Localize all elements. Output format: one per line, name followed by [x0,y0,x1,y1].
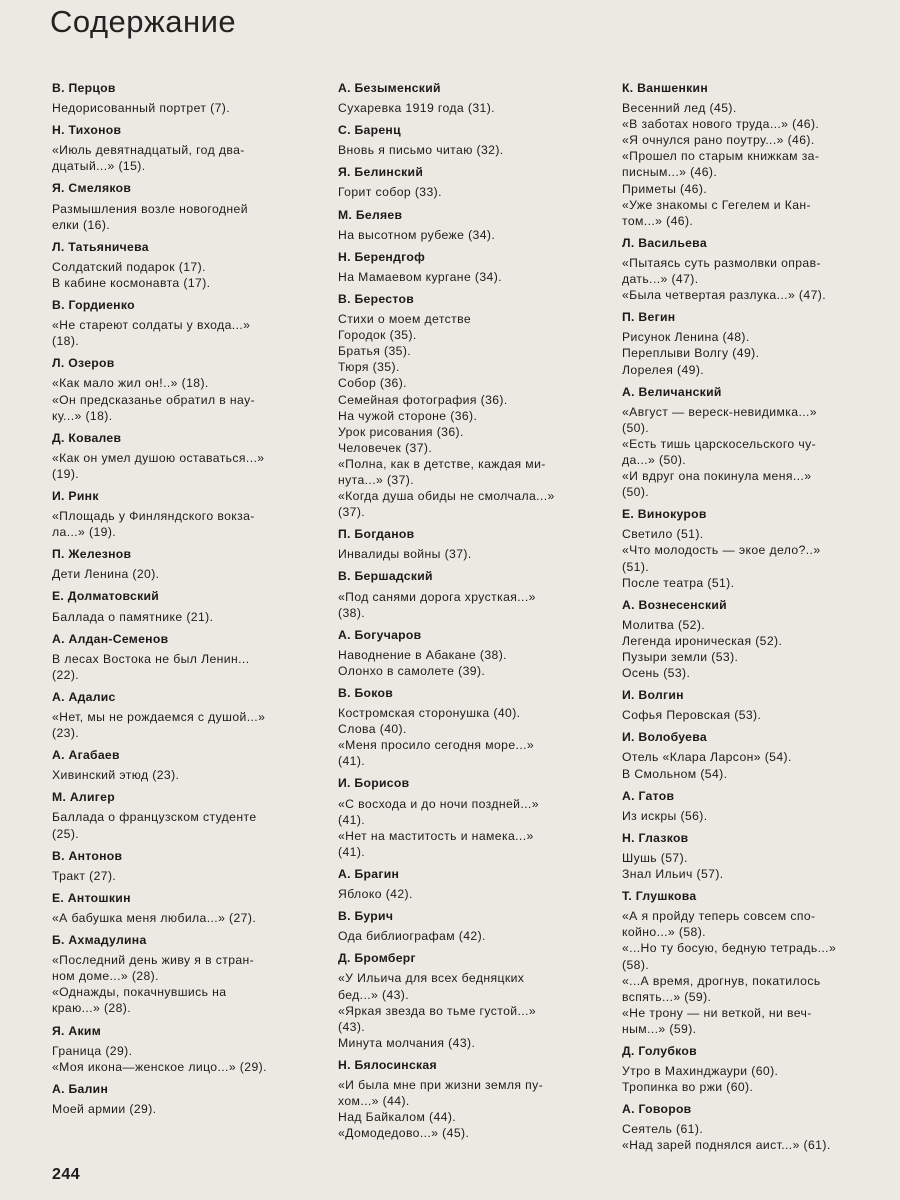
work-line: Урок рисования (36). [338,424,464,439]
toc-entry [52,890,314,926]
work-line: Горит собор (33). [338,185,442,200]
work-line: (22). [52,667,80,682]
toc-column-3 [622,80,878,1160]
author-name: П. Вегин [622,310,676,325]
work-line: хом...» (44). [338,1094,410,1109]
work-line: бед...» (43). [338,987,410,1002]
toc-entry [52,546,314,582]
author-name: Н. Глазков [622,830,689,845]
work-line: «Как он умел душою оставаться...» [52,450,265,465]
work-line: (25). [52,826,80,841]
author-name: В. Гордиенко [52,298,135,313]
work-line: Легенда ироническая (52). [622,633,783,648]
toc-entry [338,568,600,620]
work-line: Тракт (27). [52,868,117,883]
toc-entry [338,866,600,902]
toc-entry [52,1023,314,1075]
author-name: Н. Бялосинская [338,1057,437,1072]
author-name: А. Безыменский [338,81,441,95]
work-line: В Смольном (54). [622,766,728,781]
author-name: А. Балин [52,1081,109,1096]
work-line: Сеятель (61). [622,1122,704,1137]
author-name: В. Берестов [338,291,414,306]
author-name: И. Борисов [338,776,410,791]
page-number: 244 [52,1166,81,1183]
author-name: Е. Долматовский [52,589,160,604]
work-line: Баллада о французском студенте [52,810,257,825]
work-line: «Прошел по старым книжкам за- [622,149,820,164]
work-line: Яблоко (42). [338,887,413,902]
work-line: «Июль девятнадцатый, год два- [52,143,245,158]
work-line: (41). [338,844,366,859]
toc-column-1 [52,80,314,1123]
work-line: Пузыри земли (53). [622,650,739,664]
toc-entry [622,506,878,590]
toc-entry [338,122,600,158]
work-line: «И вдруг она покинула меня...» [622,469,812,484]
work-line: «Что молодость — экое дело?..» [622,543,821,558]
work-line: «...А время, дрогнув, покатилось [622,973,821,988]
work-line: Собор (36). [338,376,407,391]
work-line: (50). [622,420,650,435]
toc-entry [52,689,314,741]
work-line: (43). [338,1019,366,1034]
work-line: дцатый...» (15). [52,159,146,174]
toc-entry [52,848,314,884]
work-line: «Когда душа обиды не смолчала...» [338,489,555,504]
work-line: «А бабушка меня любила...» (27). [52,910,257,925]
work-line: Баллада о памятнике (21). [52,609,214,624]
work-line: «Яркая звезда во тьме густой...» [338,1003,536,1018]
work-line: Весенний лед (45). [622,101,737,116]
work-line: «Не стареют солдаты у входа...» [52,318,251,333]
work-line: (37). [338,505,366,520]
author-name: Л. Озеров [52,356,115,371]
work-line: Лорелея (49). [622,362,705,377]
work-line: «Полна, как в детстве, каждая ми- [338,456,546,471]
work-line: (50). [622,485,650,500]
work-line: Светило (51). [622,527,704,542]
author-name: К. Ваншенкин [622,81,709,95]
toc-entry [622,788,878,824]
work-line: Вновь я письмо читаю (32). [338,143,504,158]
toc-entry [52,430,314,482]
work-line: Наводнение в Абакане (38). [338,647,507,662]
author-name: И. Волобуева [622,730,707,745]
work-line: «Я очнулся рано поутру...» (46). [622,133,815,148]
work-line: «Есть тишь царскосельского чу- [622,436,817,451]
toc-entry [622,309,878,377]
work-line: Семейная фотография (36). [338,392,508,407]
author-name: А. Гатов [622,788,675,803]
work-line: В кабине космонавта (17). [52,275,211,290]
work-line: Слова (40). [338,722,407,737]
work-line: «Уже знакомы с Гегелем и Кан- [622,197,812,212]
work-line: Недорисованный портрет (7). [52,101,230,116]
author-name: М. Беляев [338,207,403,222]
work-line: Из искры (56). [622,808,708,823]
work-line: «Нет, мы не рождаемся с душой...» [52,710,266,724]
author-name: П. Богданов [338,527,415,542]
toc-entry [338,80,600,116]
toc-entry [622,687,878,723]
toc-entry [52,355,314,423]
toc-entry [52,789,314,841]
work-line: «Площадь у Финляндского вокза- [52,509,255,524]
author-name: А. Богучаров [338,627,422,642]
toc-entry [52,488,314,540]
toc-entry [622,597,878,681]
toc-entry [338,908,600,944]
work-line: Размышления возле новогодней [52,201,248,216]
work-line: «Как мало жил он!..» (18). [52,376,209,391]
toc-entry [338,164,600,200]
work-line: ла...» (19). [52,525,117,540]
work-line: вспять...» (59). [622,989,712,1004]
work-line: (18). [52,334,80,349]
work-line: «Он предсказанье обратил в нау- [52,392,256,407]
author-name: В. Бершадский [338,569,433,584]
work-line: На чужой стороне (36). [338,408,478,423]
work-line: «И была мне при жизни земля пу- [338,1077,544,1092]
toc-entry [52,932,314,1016]
toc-entry [622,830,878,882]
toc-entry [338,207,600,243]
author-name: Д. Бромберг [338,951,416,966]
toc-entry [52,297,314,349]
author-name: А. Величанский [622,384,722,399]
toc-entry [52,80,314,116]
work-line: Тюря (35). [338,360,400,375]
author-name: С. Баренц [338,123,401,138]
work-line: Городок (35). [338,328,417,343]
author-name: Е. Антошкин [52,890,131,905]
toc-entry [622,80,878,229]
work-line: писным...» (46). [622,165,718,180]
work-line: Шушь (57). [622,850,688,865]
toc-entry [52,747,314,783]
work-line: дать...» (47). [622,272,699,287]
author-name: Д. Голубков [622,1043,697,1058]
work-line: (51). [622,559,650,574]
work-line: «...Но ту босую, бедную тетрадь...» [622,941,837,956]
work-line: «Моя икона—женское лицо...» (29). [52,1059,267,1074]
work-line: Хивинский этюд (23). [52,768,180,783]
author-name: Н. Тихонов [52,123,122,138]
work-line: Тропинка во ржи (60). [622,1080,754,1095]
author-name: А. Адалис [52,689,116,704]
work-line: Софья Перовская (53). [622,708,762,723]
work-line: Моей армии (29). [52,1101,157,1116]
toc-entry [338,685,600,769]
work-line: «Домодедово...» (45). [338,1126,470,1141]
toc-entry [338,950,600,1051]
work-line: Граница (29). [52,1043,133,1058]
author-name: И. Волгин [622,688,684,703]
author-name: Д. Ковалев [52,430,122,445]
toc-entry [338,526,600,562]
work-line: «Однажды, покачнувшись на [52,985,227,1000]
work-line: Переплыви Волгу (49). [622,346,760,361]
author-name: Е. Винокуров [622,507,707,522]
work-line: да...» (50). [622,452,687,467]
work-line: Стихи о моем детстве [338,312,472,327]
work-line: Минута молчания (43). [338,1035,476,1050]
work-line: «Меня просило сегодня море...» [338,738,535,753]
work-line: «Под санями дорога хрусткая...» [338,589,536,604]
toc-entry [622,235,878,303]
work-line: Утро в Махинджаури (60). [622,1064,779,1079]
page-title: Содержание [50,4,237,39]
work-line: том...» (46). [622,213,694,228]
work-line: Знал Ильич (57). [622,867,724,882]
toc-entry [52,239,314,291]
work-line: «Не трону — ни веткой, ни веч- [622,1005,812,1020]
author-name: В. Бурич [338,909,394,924]
work-line: «В заботах нового труда...» (46). [622,117,820,132]
work-line: Дети Ленина (20). [52,567,160,582]
author-name: И. Ринк [52,488,99,503]
work-line: «Последний день живу я в стран- [52,953,255,968]
work-line: «Над зарей поднялся аист...» (61). [622,1138,831,1153]
work-line: В лесах Востока не был Ленин... [52,651,250,666]
work-line: Рисунок Ленина (48). [622,330,750,345]
author-name: А. Вознесенский [622,597,727,612]
work-line: Братья (35). [338,344,412,359]
work-line: (23). [52,726,80,741]
work-line: «Нет на маститость и намека...» [338,828,534,843]
work-line: «А я пройду теперь совсем спо- [622,909,816,924]
work-line: ном доме...» (28). [52,969,159,984]
author-name: В. Антонов [52,848,123,863]
work-line: (41). [338,754,366,769]
work-line: Приметы (46). [622,181,708,196]
author-name: Н. Берендгоф [338,249,426,264]
work-line: Олонхо в самолете (39). [338,663,486,678]
author-name: Б. Ахмадулина [52,933,147,948]
author-name: Т. Глушкова [622,889,697,904]
work-line: Сухаревка 1919 года (31). [338,101,495,116]
toc-entry [622,729,878,781]
work-line: Над Байкалом (44). [338,1110,457,1125]
work-line: елки (16). [52,217,111,232]
work-line: «С восхода и до ночи поздней...» [338,796,539,811]
toc-entry [338,775,600,859]
work-line: Осень (53). [622,666,691,681]
toc-entry [622,1043,878,1095]
work-line: Инвалиды войны (37). [338,547,472,562]
author-name: А. Алдан-Семенов [52,631,169,646]
work-line: Молитва (52). [622,617,706,632]
author-name: Л. Васильева [622,235,707,250]
work-line: (41). [338,812,366,827]
toc-entry [622,384,878,501]
work-line: Человечек (37). [338,440,433,455]
author-name: А. Агабаев [52,748,120,763]
toc-entry [622,888,878,1037]
toc-entry [338,291,600,520]
author-name: В. Перцов [52,81,116,95]
toc-entry [52,1081,314,1117]
toc-entry [52,631,314,683]
toc-entry [622,1101,878,1153]
work-line: Костромская сторонушка (40). [338,706,521,721]
work-line: краю...» (28). [52,1001,132,1016]
author-name: М. Алигер [52,790,115,805]
work-line: ку...» (18). [52,408,113,423]
work-line: нута...» (37). [338,472,415,487]
author-name: Я. Аким [52,1023,102,1038]
work-line: На высотном рубеже (34). [338,227,496,242]
toc-entry [52,588,314,624]
work-line: «Была четвертая разлука...» (47). [622,288,826,303]
author-name: Я. Смеляков [52,181,132,196]
work-line: (19). [52,466,80,481]
toc-column-2 [338,80,600,1147]
author-name: Я. Белинский [338,165,424,180]
work-line: койно...» (58). [622,925,706,940]
author-name: А. Брагин [338,866,400,881]
author-name: В. Боков [338,686,394,700]
work-line: «Пытаясь суть размолвки оправ- [622,255,821,270]
work-line: «У Ильича для всех бедняцких [338,971,525,986]
work-line: Солдатский подарок (17). [52,259,206,274]
work-line: На Мамаевом кургане (34). [338,269,502,284]
work-line: После театра (51). [622,575,735,590]
toc-entry [52,180,314,232]
work-line: «Август — вереск-невидимка...» [622,404,817,419]
author-name: П. Железнов [52,547,132,562]
author-name: Л. Татьяничева [52,239,149,254]
toc-entry [338,627,600,679]
toc-entry [338,249,600,285]
toc-entry [52,122,314,174]
work-line: (38). [338,605,366,620]
work-line: (58). [622,957,650,972]
work-line: Отель «Клара Ларсон» (54). [622,750,792,765]
work-line: ным...» (59). [622,1021,697,1036]
author-name: А. Говоров [622,1102,692,1117]
toc-entry [338,1057,600,1141]
work-line: Ода библиографам (42). [338,929,486,944]
